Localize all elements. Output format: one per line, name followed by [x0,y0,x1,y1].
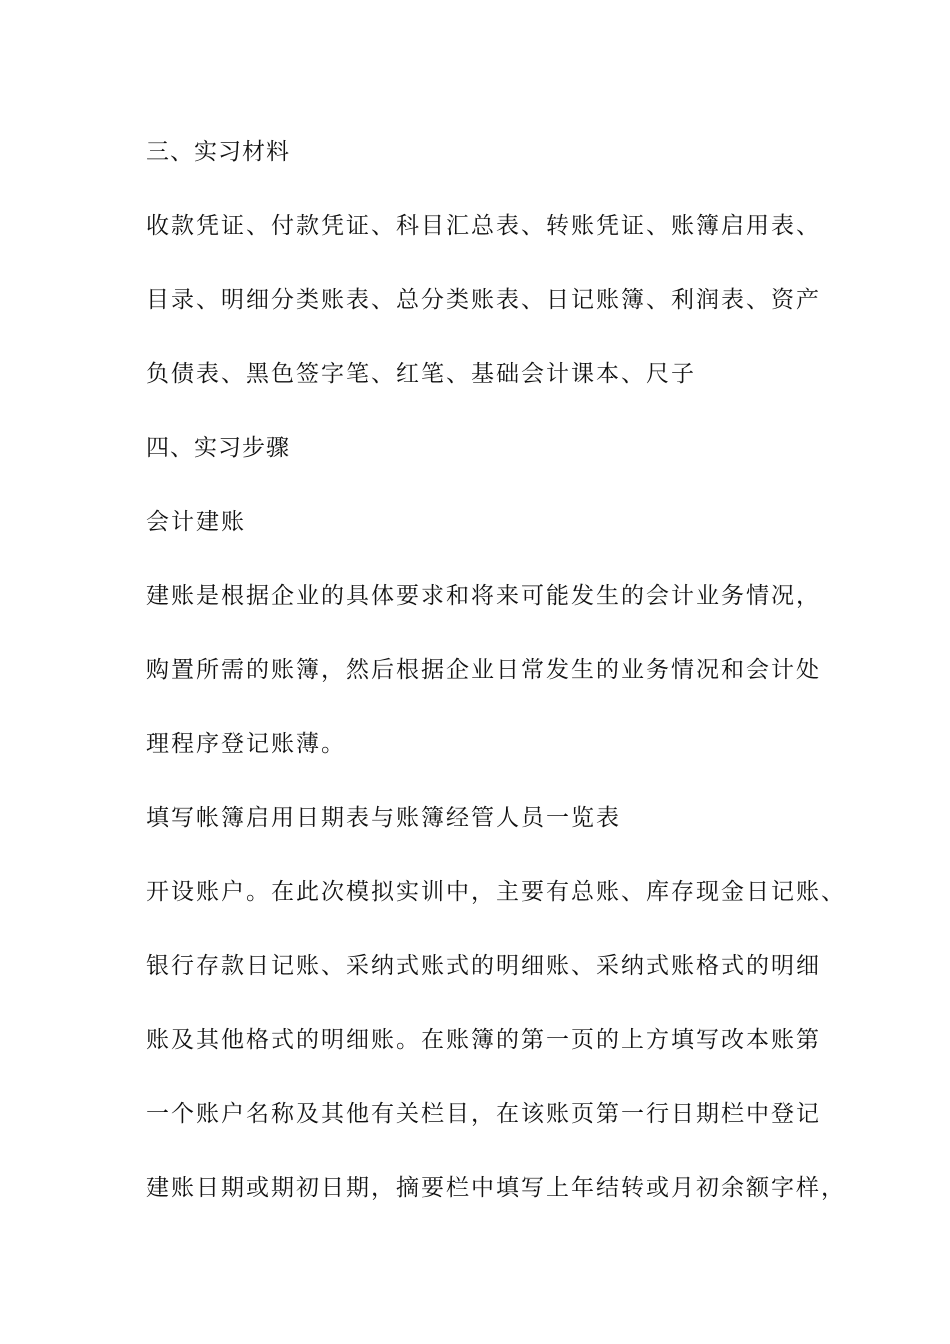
subheading-accounting-setup: 会计建账 [146,509,246,535]
paragraph-line: 收款凭证、付款凭证、科目汇总表、转账凭证、账簿启用表、 [146,213,821,239]
paragraph-line: 开设账户。在此次模拟实训中，主要有总账、库存现金日记账、 [146,879,846,905]
paragraph-line: 理程序登记账薄。 [146,731,346,757]
paragraph-line: 银行存款日记账、采纳式账式的明细账、采纳式账格式的明细 [146,953,821,979]
paragraph-line: 购置所需的账簿，然后根据企业日常发生的业务情况和会计处 [146,657,821,683]
paragraph-line: 目录、明细分类账表、总分类账表、日记账簿、利润表、资产 [146,287,821,313]
paragraph-line: 建账日期或期初日期，摘要栏中填写上年结转或月初余额字样， [146,1175,846,1201]
section-heading-materials: 三、实习材料 [146,139,290,165]
subheading-fill-forms: 填写帐簿启用日期表与账簿经管人员一览表 [146,805,621,831]
paragraph-line: 负债表、黑色签字笔、红笔、基础会计课本、尺子 [146,361,696,387]
paragraph-line: 建账是根据企业的具体要求和将来可能发生的会计业务情况， [146,583,821,609]
paragraph-line: 账及其他格式的明细账。在账簿的第一页的上方填写改本账第 [146,1027,821,1053]
section-heading-steps: 四、实习步骤 [146,435,290,461]
paragraph-line: 一个账户名称及其他有关栏目，在该账页第一行日期栏中登记 [146,1101,821,1127]
